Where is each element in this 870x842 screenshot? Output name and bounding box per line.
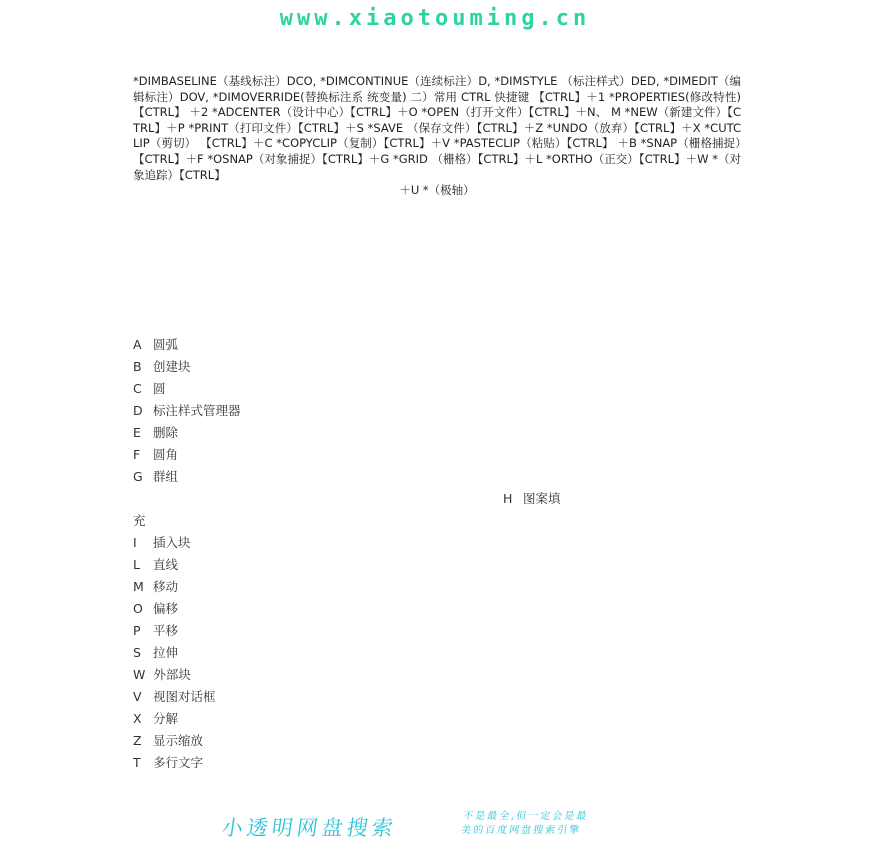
list-item [133, 686, 743, 708]
shortcut-h-part [503, 488, 561, 510]
shortcut-desc: 平移 [153, 623, 179, 638]
slogan-line: 不是最全,但一定会是最 [462, 811, 590, 822]
shortcut-desc: 插入块 [153, 535, 191, 550]
shortcut-key: P [133, 623, 141, 638]
paragraph-line: （标注样式）DED, *DIMEDIT（编辑标注）DOV, *DIMOVERRIDE(替换标注系 [133, 74, 742, 104]
list-item [133, 422, 743, 444]
list-item [133, 730, 743, 752]
shortcut-key: A [133, 337, 142, 352]
shortcut-key: D [133, 403, 143, 418]
list-item [133, 488, 743, 510]
shortcut-desc: 圆角 [153, 447, 179, 462]
shortcut-key: F [133, 447, 141, 462]
shortcut-desc: 图案填 [523, 491, 561, 506]
paragraph-line: （栅格）【CTRL】＋L *ORTHO（正交）【CTRL】＋W *（对象追踪）【CTRL】 [133, 151, 741, 182]
shortcut-key: G [133, 469, 143, 484]
shortcut-key: Z [133, 733, 142, 748]
shortcut-key: M [133, 579, 144, 594]
shortcut-key: B [133, 359, 142, 374]
list-item [133, 444, 743, 466]
shortcut-desc: 拉伸 [153, 645, 179, 660]
list-item [133, 554, 743, 576]
shortcut-key: V [133, 689, 142, 704]
shortcut-desc: 分解 [153, 711, 179, 726]
list-item [133, 708, 743, 730]
shortcut-key: I [133, 535, 137, 550]
list-item [133, 642, 743, 664]
paragraph-line: *DIMBASELINE（基线标注）DCO, *DIMCONTINUE（连续标注）D, *DIMSTYLE [133, 74, 558, 88]
paragraph-line: 统变量) 二）常用 CTRL 快捷键 【CTRL】＋1 *PROPERTIES(修改特性) 【CTRL】 [133, 89, 741, 120]
shortcut-desc: 外部块 [153, 667, 191, 682]
shortcut-key: H [503, 491, 513, 506]
shortcut-list [133, 334, 743, 774]
shortcut-key: C [133, 381, 142, 396]
shortcut-key: O [133, 601, 143, 616]
shortcut-desc-continuation: 充 [133, 513, 146, 528]
shortcut-key: W [133, 667, 146, 682]
shortcut-desc: 移动 [153, 579, 179, 594]
watermark-bottom-brand: 小透明网盘搜索 [220, 816, 399, 840]
paragraph-line: M *NEW（新建文件）【CTRL】＋P *PRINT（打印文件）【CTRL】＋S *SAVE [133, 105, 742, 135]
shortcut-desc: 圆 [153, 381, 166, 396]
list-item [133, 752, 743, 774]
list-item [133, 598, 743, 620]
shortcut-key: L [133, 557, 140, 572]
paragraph-last-line: ＋U *（极轴） [399, 183, 475, 198]
list-item [133, 400, 743, 422]
shortcut-desc: 视图对话框 [153, 689, 216, 704]
list-item [133, 334, 743, 356]
shortcut-desc: 偏移 [153, 601, 179, 616]
list-item [133, 466, 743, 488]
paragraph-line: （保存文件）【CTRL】＋Z *UNDO（放弃）【CTRL】＋X *CUTCLIP（剪切） [133, 120, 742, 151]
list-item [133, 620, 743, 642]
shortcut-desc: 群组 [153, 469, 179, 484]
shortcut-desc: 创建块 [153, 359, 191, 374]
shortcut-desc: 显示缩放 [153, 733, 204, 748]
list-item [133, 532, 743, 554]
list-item [133, 576, 743, 598]
paragraph-line: ＋B *SNAP（栅格捕捉）【CTRL】＋F *OSNAP（对象捕捉）【CTRL】＋G *GRID [133, 136, 742, 166]
watermark-top: www.xiaotouming.cn [279, 6, 591, 31]
shortcut-desc: 圆弧 [153, 337, 179, 352]
slogan-line: 美的百度网盘搜索引擎 [460, 825, 582, 836]
list-item [133, 664, 743, 686]
watermark-bottom-slogan [460, 810, 664, 838]
list-item [133, 510, 743, 532]
shortcut-desc: 删除 [153, 425, 179, 440]
shortcut-key: X [133, 711, 142, 726]
list-item [133, 378, 743, 400]
shortcut-key: E [133, 425, 141, 440]
shortcut-desc: 标注样式管理器 [153, 403, 241, 418]
shortcut-desc: 直线 [153, 557, 179, 572]
paragraph-line: ＋2 *ADCENTER（设计中心）【CTRL】＋O *OPEN（打开文件）【CTRL】＋N、 [189, 105, 608, 120]
paragraph-line: 【CTRL】＋C *COPYCLIP（复制）【CTRL】＋V *PASTECLIP（粘贴）【CTRL】 [200, 136, 614, 151]
shortcut-desc: 多行文字 [153, 755, 204, 770]
shortcut-paragraph [133, 74, 741, 199]
shortcut-key: S [133, 645, 141, 660]
list-item [133, 356, 743, 378]
shortcut-key: T [133, 755, 141, 770]
